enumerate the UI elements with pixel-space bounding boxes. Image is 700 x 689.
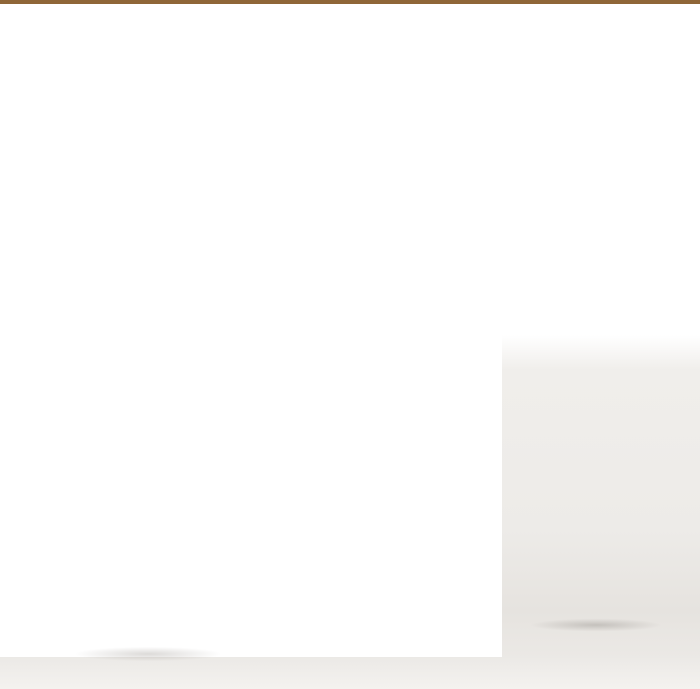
cabinet-bottom-door	[0, 2, 700, 4]
cabinet-front	[0, 0, 700, 4]
cabinet-shadow	[46, 644, 250, 664]
gray-backdrop	[502, 335, 700, 689]
universal-cabinets-shadow	[505, 616, 687, 634]
cabinet-render	[0, 0, 700, 14]
